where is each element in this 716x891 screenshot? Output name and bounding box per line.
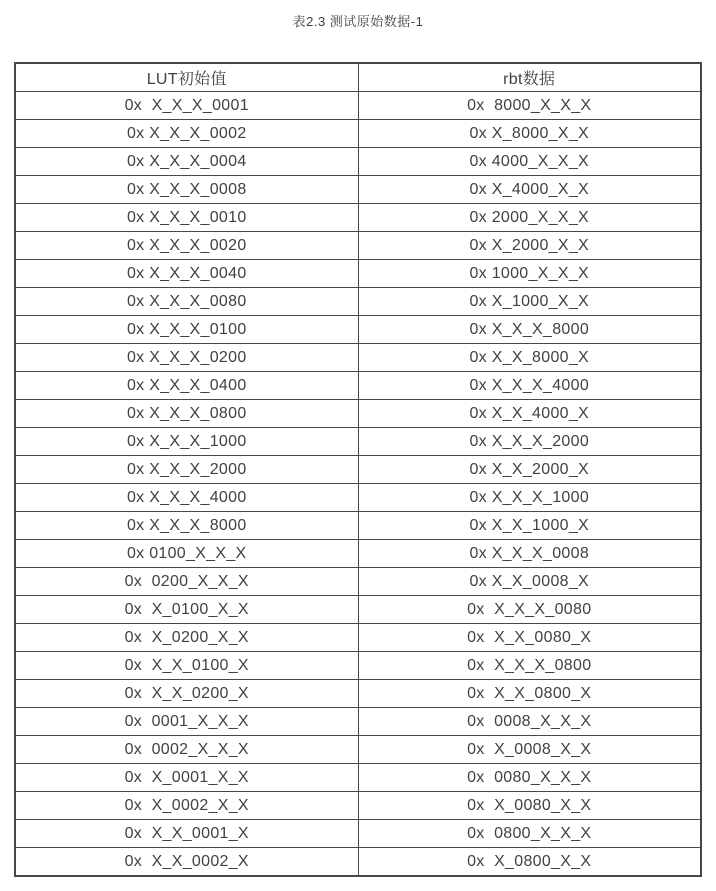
rbt-value-cell: 0x X_X_X_4000 [358,372,701,400]
rbt-value-cell: 0x X_X_1000_X [358,512,701,540]
table-row [15,540,701,568]
rbt-value-cell: 0x 2000_X_X_X [358,204,701,232]
table-row [15,372,701,400]
column-header-lut-initial-value: LUT初始值 [15,63,358,92]
table-row [15,624,701,652]
table-row [15,792,701,820]
lut-value-cell: 0x X_X_0001_X [15,820,358,848]
table-row [15,736,701,764]
rbt-value-cell: 0x X_0080_X_X [358,792,701,820]
table-row [15,820,701,848]
table-row [15,680,701,708]
lut-value-cell: 0x X_X_X_0001 [15,92,358,120]
rbt-value-cell: 0x 0008_X_X_X [358,708,701,736]
rbt-value-cell: 0x X_0800_X_X [358,848,701,877]
lut-value-cell: 0x X_X_X_2000 [15,456,358,484]
lut-value-cell: 0x X_X_0100_X [15,652,358,680]
table-row [15,708,701,736]
lut-value-cell: 0x X_X_X_0010 [15,204,358,232]
table-row [15,652,701,680]
rbt-value-cell: 0x X_8000_X_X [358,120,701,148]
lut-value-cell: 0x X_X_X_8000 [15,512,358,540]
rbt-value-cell: 0x X_X_X_0080 [358,596,701,624]
rbt-value-cell: 0x X_X_2000_X [358,456,701,484]
rbt-value-cell: 0x X_X_4000_X [358,400,701,428]
rbt-value-cell: 0x X_X_0800_X [358,680,701,708]
lut-value-cell: 0x 0100_X_X_X [15,540,358,568]
rbt-value-cell: 0x X_0008_X_X [358,736,701,764]
lut-value-cell: 0x X_X_X_0008 [15,176,358,204]
table-row [15,428,701,456]
lut-value-cell: 0x X_X_X_0200 [15,344,358,372]
rbt-value-cell: 0x X_4000_X_X [358,176,701,204]
lut-value-cell: 0x X_0001_X_X [15,764,358,792]
table-row [15,568,701,596]
table-row [15,400,701,428]
lut-value-cell: 0x X_X_X_0020 [15,232,358,260]
table-row [15,204,701,232]
rbt-value-cell: 0x 0800_X_X_X [358,820,701,848]
column-header-rbt-data: rbt数据 [358,63,701,92]
table-row [15,764,701,792]
table-row [15,288,701,316]
lut-value-cell: 0x X_X_X_0100 [15,316,358,344]
test-data-table [14,62,702,877]
table-row [15,484,701,512]
table-row [15,512,701,540]
lut-value-cell: 0x X_X_X_0400 [15,372,358,400]
lut-value-cell: 0x X_X_X_4000 [15,484,358,512]
lut-value-cell: 0x X_X_0002_X [15,848,358,877]
table-row [15,344,701,372]
rbt-value-cell: 0x X_X_X_0008 [358,540,701,568]
rbt-value-cell: 0x X_X_X_2000 [358,428,701,456]
table-row [15,92,701,120]
lut-value-cell: 0x 0200_X_X_X [15,568,358,596]
table-row [15,848,701,877]
rbt-value-cell: 0x X_X_X_0800 [358,652,701,680]
table-row [15,176,701,204]
lut-value-cell: 0x 0001_X_X_X [15,708,358,736]
rbt-value-cell: 0x 0080_X_X_X [358,764,701,792]
rbt-value-cell: 0x 1000_X_X_X [358,260,701,288]
rbt-value-cell: 0x 8000_X_X_X [358,92,701,120]
table-row [15,316,701,344]
rbt-value-cell: 0x X_X_X_8000 [358,316,701,344]
rbt-value-cell: 0x X_X_0080_X [358,624,701,652]
table-row [15,456,701,484]
table-row [15,596,701,624]
table-row [15,260,701,288]
rbt-value-cell: 0x X_X_8000_X [358,344,701,372]
table-row [15,232,701,260]
lut-value-cell: 0x X_X_X_0004 [15,148,358,176]
lut-value-cell: 0x X_X_0200_X [15,680,358,708]
lut-value-cell: 0x X_0100_X_X [15,596,358,624]
lut-value-cell: 0x X_X_X_0080 [15,288,358,316]
table-row [15,148,701,176]
rbt-value-cell: 0x X_X_X_1000 [358,484,701,512]
table-row [15,120,701,148]
header-row [15,63,701,92]
lut-value-cell: 0x X_X_X_0040 [15,260,358,288]
lut-value-cell: 0x X_X_X_1000 [15,428,358,456]
lut-value-cell: 0x 0002_X_X_X [15,736,358,764]
table-body [15,92,701,877]
lut-value-cell: 0x X_0200_X_X [15,624,358,652]
rbt-value-cell: 0x X_X_0008_X [358,568,701,596]
rbt-value-cell: 0x X_2000_X_X [358,232,701,260]
lut-value-cell: 0x X_X_X_0800 [15,400,358,428]
lut-value-cell: 0x X_X_X_0002 [15,120,358,148]
lut-value-cell: 0x X_0002_X_X [15,792,358,820]
rbt-value-cell: 0x 4000_X_X_X [358,148,701,176]
rbt-value-cell: 0x X_1000_X_X [358,288,701,316]
table-caption: 表2.3 测试原始数据-1 [292,14,424,29]
